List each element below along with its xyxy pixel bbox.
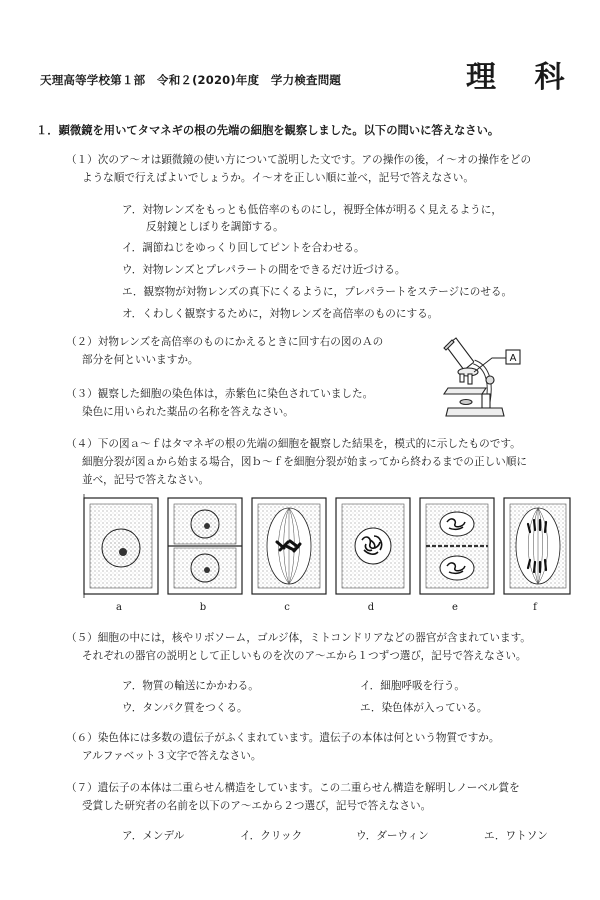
cell-label-d: d: [367, 602, 375, 613]
q1-1-option-i: イ．調節ねじをゆっくり回してピントを合わせる。: [122, 242, 365, 254]
q1-5-option-i: イ．細胞呼吸を行う。: [360, 680, 465, 692]
q1-1-option-a-line1: ア．対物レンズをもっとも低倍率のものにし，視野全体が明るく見えるように，: [122, 204, 502, 216]
q1-7-option-i: イ．クリック: [240, 830, 303, 842]
microscope-figure: [430, 328, 530, 428]
q1-7-option-e: エ．ワトソン: [484, 830, 548, 842]
cell-c: [252, 498, 326, 594]
cell-a: [84, 494, 158, 598]
cell-f: [504, 498, 570, 594]
q1-3-line2: 染色に用いられた薬品の名称を答えなさい。: [82, 406, 294, 418]
q1-1-line2: ような順で行えばよいでしょうか。イ～オを正しい順に並べ，記号で答えなさい。: [82, 172, 474, 184]
subject-title: 理 科: [466, 60, 579, 95]
q1-5-option-u: ウ．タンパク質をつくる。: [122, 702, 248, 714]
cell-label-f: f: [533, 602, 537, 613]
exam-header: 天理高等学校第１部 令和２(2020)年度 学力検査問題: [40, 73, 342, 87]
cell-d: [336, 498, 410, 594]
cell-e: [420, 498, 494, 594]
q1-7-line1: （７）遺伝子の本体は二重らせん構造をしています。この二重らせん構造を解明しノーベル賞を: [66, 782, 520, 794]
cell-label-b: b: [199, 602, 207, 613]
q1-7-line2: 受賞した研究者の名前を以下のア～エから２つ選び，記号で答えなさい。: [82, 800, 432, 812]
q1-1-line1: （１）次のア～オは顕微鏡の使い方について説明した文です。アの操作の後，イ～オの操作をどの: [66, 154, 532, 166]
q1-5-line1: （５）細胞の中には，核やリボソーム，ゴルジ体，ミトコンドリアなどの器官が含まれています。: [66, 632, 531, 644]
cell-label-c: c: [284, 602, 290, 613]
q1-4-line3: 並べ，記号で答えなさい。: [82, 474, 210, 486]
q1-1-option-o: オ．くわしく観察するために，対物レンズを高倍率のものにする。: [122, 308, 439, 320]
q1-5-line2: それぞれの器官の説明として正しいものを次のア～エから１つずつ選び，記号で答えなさい。: [82, 650, 527, 662]
microscope-label-a: A: [509, 353, 517, 364]
q1-1-option-a-line2: 反射鏡としぼりを調節する。: [146, 221, 284, 233]
q1-7-option-u: ウ．ダーウィン: [356, 830, 429, 842]
q1-4-line2: 細胞分裂が図ａから始まる場合，図ｂ～ｆを細胞分裂が始まってから終わるまでの正しい順に: [82, 456, 527, 468]
question-1-title: １．顕微鏡を用いてタマネギの根の先端の細胞を観察しました。以下の問いに答えなさい。: [36, 124, 500, 137]
q1-4-line1: （４）下の図ａ～ｆはタマネギの根の先端の細胞を観察した結果を，模式的に示したものです。: [66, 438, 521, 450]
q1-2-line1: （２）対物レンズを高倍率のものにかえるときに回す右の図のＡの: [66, 336, 384, 348]
q1-5-option-e: エ．染色体が入っている。: [360, 702, 488, 714]
q1-1-option-e: エ．観察物が対物レンズの真下にくるように，プレパラートをステージにのせる。: [122, 286, 513, 298]
q1-1-option-u: ウ．対物レンズとプレパラートの間をできるだけ近づける。: [122, 264, 406, 276]
q1-6-line1: （６）染色体には多数の遺伝子がふくまれています。遺伝子の本体は何という物質ですか。: [66, 732, 500, 744]
q1-3-line1: （３）観察した細胞の染色体は，赤紫色に染色されていました。: [66, 388, 374, 400]
q1-7-option-a: ア．メンデル: [122, 830, 185, 842]
cell-label-a: a: [116, 602, 122, 613]
cell-label-e: e: [452, 602, 458, 613]
q1-5-option-a: ア．物質の輸送にかかわる。: [122, 680, 259, 692]
q1-2-line2: 部分を何といいますか。: [82, 354, 199, 366]
cell-b: [168, 498, 242, 594]
cell-division-figure: [82, 494, 572, 600]
q1-6-line2: アルファベット３文字で答えなさい。: [82, 750, 262, 762]
